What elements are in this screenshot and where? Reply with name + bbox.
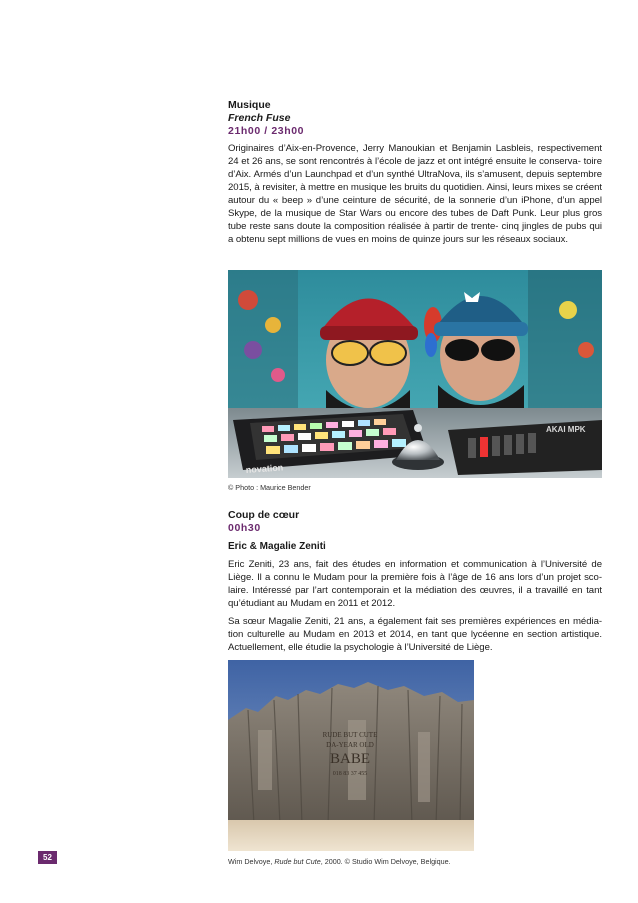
credit-title: Rude but Cute	[274, 857, 321, 866]
section-category: Coup de cœur	[228, 509, 300, 521]
page-number: 52	[38, 851, 57, 864]
akai-logo: AKAI MPK	[546, 425, 586, 434]
rock-text-line3: BABE	[329, 751, 371, 767]
crush-section	[228, 509, 602, 659]
novation-logo: novation	[245, 462, 284, 475]
photo-credit: © Photo : Maurice Bender	[228, 483, 311, 492]
section-category: Musique	[228, 99, 271, 111]
rock-text-line1: RUDE BUT CUTE	[322, 731, 378, 739]
guest-description-1: Eric Zeniti, 23 ans, fait des études en information et communication à l’Université de Liège. Il a connu le Mudam pour la première fois à l’âge de 16 ans lors d’un projet sco- laire. Intéressé par l’art contemporain et la médiation des œuvres, il a travaillé en tant qu’étudiant au Mudam en 2011 et 2012.	[228, 559, 602, 609]
guest-names: Eric & Magalie Zeniti	[228, 541, 326, 552]
photo1-credit-block	[228, 483, 602, 493]
performance-time: 21h00 / 23h00	[228, 125, 305, 137]
rude-but-cute-photo	[228, 660, 474, 851]
photo-credit	[228, 857, 602, 867]
performance-time: 00h30	[228, 522, 261, 534]
french-fuse-photo	[228, 270, 602, 478]
rock-text-line2: DA-YEAR OLD	[326, 741, 374, 749]
credit-rest: , 2000. © Studio Wim Delvoye, Belgique.	[320, 857, 451, 866]
credit-author: Wim Delvoye,	[228, 857, 273, 866]
artist-name: French Fuse	[228, 112, 291, 124]
music-section	[228, 99, 602, 251]
guest-description-2: Sa sœur Magalie Zeniti, 21 ans, a également fait ses premières expériences en média- tion culturelle au Mudam en 2013 et 2014, en tant que lycéenne en section artistique. Actuellement, elle étudie la psychologie à l’Université de Liège.	[228, 616, 602, 653]
artist-description: Originaires d’Aix-en-Provence, Jerry Manoukian et Benjamin Lasbleis, respectivement 24 et 26 ans, se sont rencontrés à l’école de jazz et ont intégré ensuite le conserva- toire d’Aix. Armés d’un Launchpad et d’un synthé UltraNova, ils s’amusent, depuis septembre 2015, à revisiter, à mettre en musique les bruits du quotidien. Ainsi, leurs mixes se créent autour du « beep » d’une ceinture de sécurité, de la sonnerie d’un iPhone, d’un appel Skype, de la musique de Star Wars ou encore des tubes de Daft Punk. Leur plus gros tube reste sans doute la composition réalisée à partir de trente- cinq jingles de pubs qui a obtenu sept millions de vues en moins de quinze jours sur les réseaux sociaux.	[228, 143, 602, 245]
rock-text-line4: 018 83 37 455	[332, 771, 368, 777]
photo2-credit-block	[228, 857, 602, 867]
